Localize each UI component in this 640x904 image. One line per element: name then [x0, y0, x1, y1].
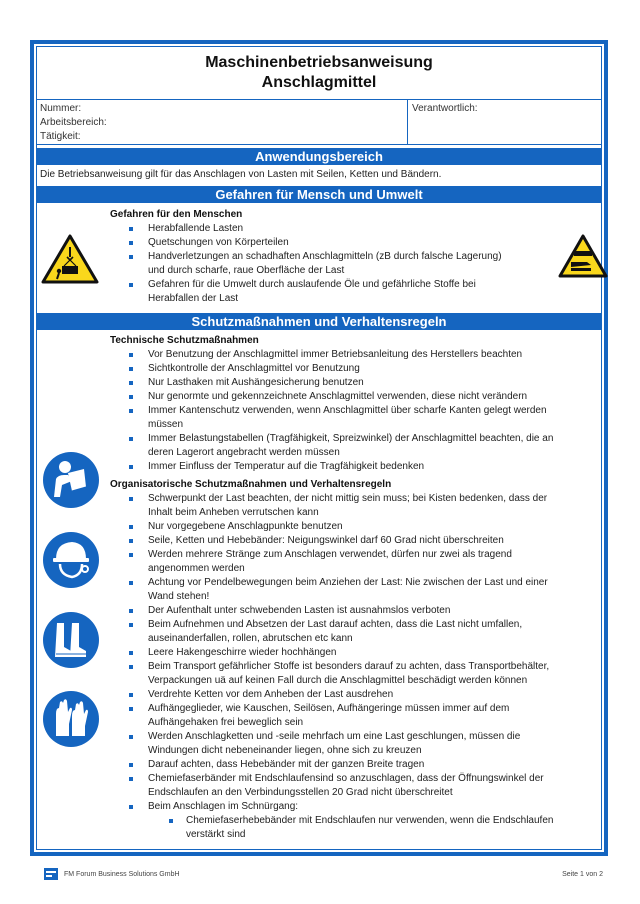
verantwortlich-label: Verantwortlich:	[412, 103, 478, 114]
gefahren-list	[110, 222, 550, 306]
hard-hat-icon	[42, 531, 100, 589]
list-item-line: Herabfallende Lasten	[148, 223, 244, 234]
list-item-line: Quetschungen von Körperteilen	[148, 237, 289, 248]
document-inner-frame	[36, 46, 602, 850]
footer-company: FM Forum Business Solutions GmbH	[64, 871, 180, 878]
info-divider	[407, 100, 408, 144]
title-block	[37, 53, 601, 93]
list-item-line: müssen	[148, 419, 184, 430]
list-item-line: Inhalt beim Anheben verrutschen kann	[148, 507, 319, 518]
safety-boots-icon	[42, 611, 100, 669]
hand-crush-warning-icon	[557, 233, 609, 279]
list-item-line: Werden mehrere Stränge zum Anschlagen verwendet, dürfen nur zwei als tragend	[148, 549, 512, 560]
list-item	[110, 646, 610, 660]
footer-page-number: Seite 1 von 2	[562, 871, 603, 878]
list-item-line: Achtung vor Pendelbewegungen beim Anziehen der Last: Nie zwischen der Last und einer	[148, 577, 548, 588]
list-item-line: Werden Anschlagketten und -seile mehrfach um eine Last geschlungen, müssen die	[148, 731, 521, 742]
gefahren-subheading: Gefahren für den Menschen	[110, 209, 243, 220]
arbeitsbereich-label: Arbeitsbereich:	[40, 117, 107, 128]
list-item-line: Seile, Ketten und Hebebänder: Neigungswinkel darf 60 Grad nicht überschreiten	[148, 535, 504, 546]
list-item-line: Wand stehen!	[148, 591, 210, 602]
list-item-line: Chemiefaserbänder mit Endschlaufensind so anzuschlagen, dass der Öffnungswinkel der	[148, 773, 544, 784]
list-item	[110, 404, 610, 432]
footer	[0, 866, 640, 886]
technisch-list	[110, 348, 610, 474]
list-item-line: Gefahren für die Umwelt durch auslaufende Öle und gefährliche Stoffe bei	[148, 279, 476, 290]
suspended-load-warning-icon	[40, 233, 100, 285]
list-item	[110, 492, 610, 520]
list-item	[110, 772, 610, 800]
document-subtitle: Anschlagmittel	[261, 74, 377, 91]
list-item	[110, 604, 610, 618]
list-item-line: Beim Anschlagen im Schnürgang:	[148, 801, 299, 812]
list-item-line: Immer Einfluss der Temperatur auf die Tragfähigkeit bedenken	[148, 461, 425, 472]
read-manual-icon	[42, 451, 100, 509]
list-item	[110, 460, 610, 474]
list-item-line: Sichtkontrolle der Anschlagmittel vor Benutzung	[148, 363, 360, 374]
list-item	[110, 278, 550, 306]
list-item	[110, 390, 610, 404]
list-item-line: Windungen dicht nebeneinander liegen, ohne sich zu kreuzen	[148, 745, 422, 756]
list-item	[110, 534, 610, 548]
list-item-line: Verdrehte Ketten vor dem Anheben der Last ausdrehen	[148, 689, 394, 700]
section-heading-schutz: Schutzmaßnahmen und Verhaltensregeln	[37, 313, 601, 330]
list-item-line: Beim Aufnehmen und Absetzen der Last darauf achten, dass die Last nicht umfallen,	[148, 619, 523, 630]
list-item-line: Endschlaufen an den Verbindungsstellen 20 Grad nicht überschreitet	[148, 787, 453, 798]
list-item-line: Aufhängeglieder, wie Kauschen, Seilösen, Aufhängeringe müssen immer auf dem	[148, 703, 510, 714]
list-item	[110, 800, 610, 814]
list-item	[110, 702, 610, 730]
list-item	[110, 222, 550, 236]
list-item-line: Verpackungen uä auf keinen Fall durch die Anschlagmittel beschädigt werden können	[148, 675, 528, 686]
list-item-line: Vor Benutzung der Anschlagmittel immer Betriebsanleitung des Herstellers beachten	[148, 349, 523, 360]
list-item-line: Herabfallen der Last	[148, 293, 239, 304]
organisatorisch-subheading: Organisatorische Schutzmaßnahmen und Verhaltensregeln	[110, 479, 392, 490]
list-item-line: und durch scharfe, raue Oberfläche der Last	[148, 265, 345, 276]
safety-gloves-icon	[42, 690, 100, 748]
list-item	[110, 548, 610, 576]
list-item	[110, 236, 550, 250]
list-item	[110, 758, 610, 772]
list-item	[110, 520, 610, 534]
list-item	[110, 688, 610, 702]
list-item-line: Aufhängehaken frei beweglich sein	[148, 717, 304, 728]
organisatorisch-list	[110, 492, 610, 842]
list-item-line: Darauf achten, dass Hebebänder mit der ganzen Breite tragen	[148, 759, 425, 770]
list-item-line: auseinanderfallen, rollen, abrutschen etc kann	[148, 633, 353, 644]
document-title: Maschinenbetriebsanweisung	[205, 54, 433, 71]
list-item	[110, 362, 610, 376]
list-item	[110, 432, 610, 460]
list-item	[110, 376, 610, 390]
list-item-line: Immer Kantenschutz verwenden, wenn Anschlagmittel über scharfe Kanten gelegt werden	[148, 405, 547, 416]
list-item-line: Der Aufenthalt unter schwebenden Lasten ist ausnahmslos verboten	[148, 605, 451, 616]
document-frame	[30, 40, 608, 856]
list-item	[110, 730, 610, 758]
list-item-line: Beim Transport gefährlicher Stoffe ist besonders darauf zu achten, dass Transportbehälter,	[148, 661, 550, 672]
section-heading-gefahren: Gefahren für Mensch und Umwelt	[37, 186, 601, 203]
company-logo-icon	[44, 868, 58, 880]
list-item	[110, 660, 610, 688]
list-item-line: Chemiefaserhebebänder mit Endschlaufen nur verwenden, wenn die Endschlaufen	[186, 815, 554, 826]
list-item	[110, 814, 610, 842]
list-item	[110, 250, 550, 278]
anwendung-text: Die Betriebsanweisung gilt für das Anschlagen von Lasten mit Seilen, Ketten und Bändern.	[40, 169, 442, 180]
list-item	[110, 618, 610, 646]
list-item-line: deren Lagerort angebracht werden müssen	[148, 447, 340, 458]
list-item-line: Nur vorgegebene Anschlagpunkte benutzen	[148, 521, 343, 532]
section-heading-anwendung: Anwendungsbereich	[37, 148, 601, 165]
list-item-line: Schwerpunkt der Last beachten, der nicht mittig sein muss; bei Kisten bedenken, dass der	[148, 493, 548, 504]
info-left	[40, 102, 107, 144]
info-row	[37, 99, 601, 145]
list-item-line: Leere Hakengeschirre wieder hochhängen	[148, 647, 337, 658]
list-item-line: Nur Lasthaken mit Aushängesicherung benutzen	[148, 377, 364, 388]
list-item	[110, 348, 610, 362]
list-item-line: Nur genormte und gekennzeichnete Anschlagmittel verwenden, diese nicht verändern	[148, 391, 528, 402]
technisch-subheading: Technische Schutzmaßnahmen	[110, 335, 259, 346]
taetigkeit-label: Tätigkeit:	[40, 131, 81, 142]
list-item-line: Immer Belastungstabellen (Tragfähigkeit, Spreizwinkel) der Anschlagmittel beachten, die an	[148, 433, 554, 444]
list-item-line: angenommen werden	[148, 563, 245, 574]
list-item-line: Handverletzungen an schadhaften Anschlagmitteln (zB durch falsche Lagerung)	[148, 251, 502, 262]
list-item	[110, 576, 610, 604]
nummer-label: Nummer:	[40, 103, 82, 114]
list-item-line: verstärkt sind	[186, 829, 246, 840]
